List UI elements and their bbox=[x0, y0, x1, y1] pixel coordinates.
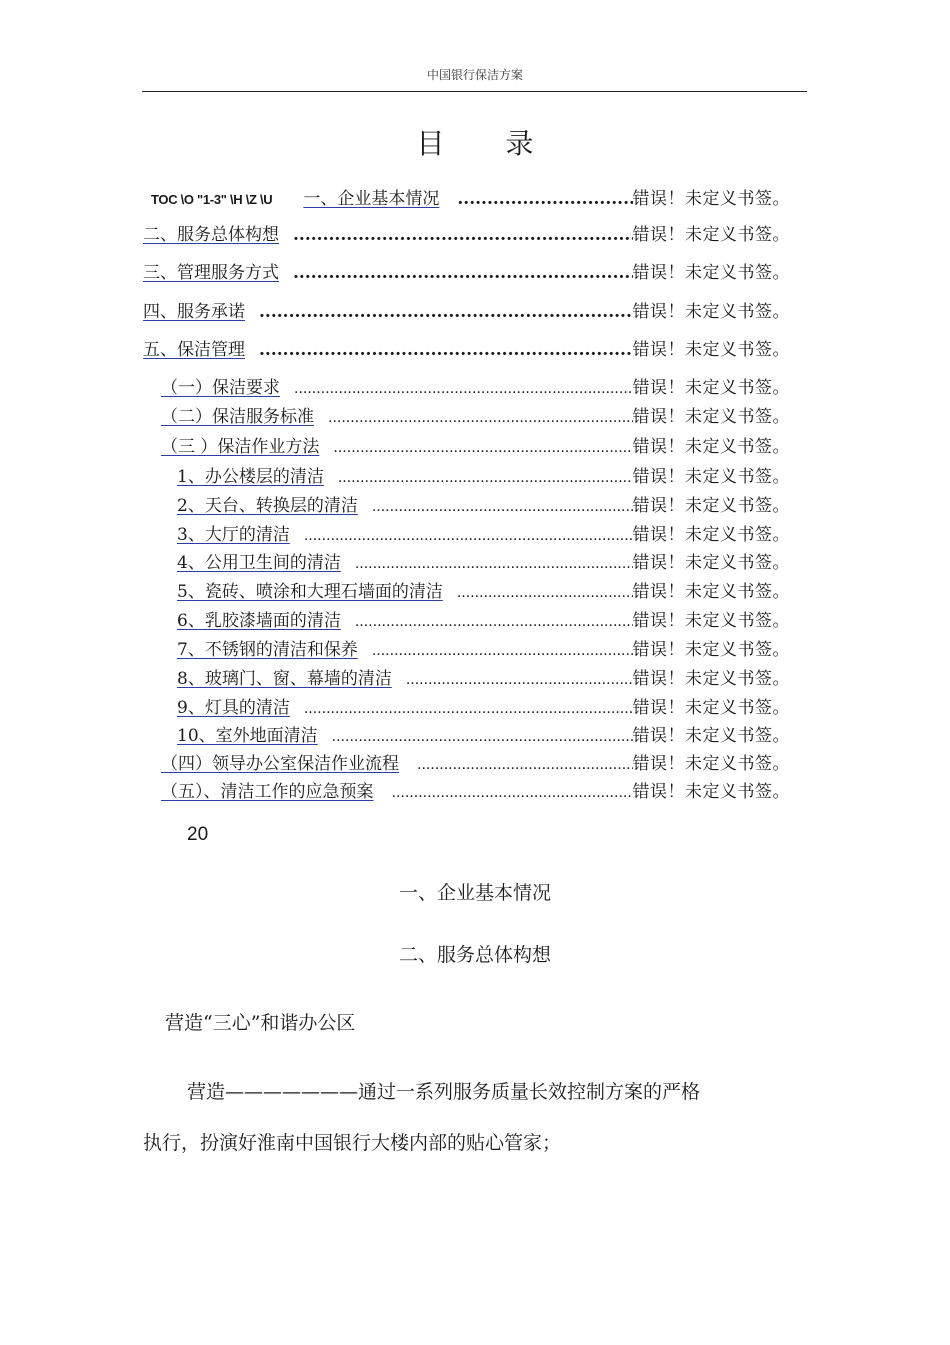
toc-entry-link[interactable]: （五）、清洁工作的应急预案 bbox=[161, 782, 374, 802]
toc-entry-link[interactable]: （一）保洁要求 bbox=[161, 378, 280, 398]
toc-entry[interactable] bbox=[143, 220, 790, 245]
toc-entry[interactable] bbox=[143, 258, 790, 283]
toc-entry-link[interactable]: 五、保洁管理 bbox=[143, 340, 245, 360]
toc-error-text: 错误！未定义书签。 bbox=[632, 754, 790, 774]
toc-dot-leader bbox=[328, 410, 633, 426]
toc-error-text: 错误！未定义书签。 bbox=[632, 525, 790, 545]
toc-entry[interactable] bbox=[177, 577, 790, 602]
toc-error-text: 错误！未定义书签。 bbox=[632, 611, 790, 631]
toc-error-text: 错误！未定义书签。 bbox=[632, 669, 790, 689]
toc-title: 目 录 bbox=[416, 127, 560, 160]
toc-error-text: 错误！未定义书签。 bbox=[632, 302, 790, 322]
toc-entry-link[interactable]: 四、服务承诺 bbox=[143, 302, 245, 322]
toc-dot-leader bbox=[304, 701, 633, 717]
toc-dot-leader bbox=[457, 585, 633, 601]
toc-entry-link[interactable]: 4、公用卫生间的清洁 bbox=[177, 553, 341, 573]
toc-dot-leader bbox=[304, 528, 633, 544]
toc-dot-leader bbox=[294, 381, 633, 397]
toc-entry-link[interactable]: 2、天台、转换层的清洁 bbox=[177, 496, 358, 516]
paragraph-line: 营造———————通过一系列服务质量长效控制方案的严格 bbox=[187, 1081, 701, 1103]
toc-dot-leader bbox=[372, 499, 633, 515]
toc-error-text: 错误！未定义书签。 bbox=[632, 378, 790, 398]
toc-entry[interactable] bbox=[177, 693, 790, 718]
toc-field-code: TOC \O "1-3" \H \Z \U bbox=[151, 192, 273, 207]
section-heading: 一、企业基本情况 bbox=[398, 882, 551, 904]
toc-error-text: 错误！未定义书签。 bbox=[632, 582, 790, 602]
toc-error-text: 错误！未定义书签。 bbox=[632, 263, 790, 283]
toc-entry-link[interactable]: 7、不锈钢的清洁和保养 bbox=[177, 640, 358, 660]
toc-dot-leader bbox=[293, 225, 633, 245]
toc-entry[interactable] bbox=[177, 635, 790, 660]
paragraph-line: 执行，扮演好淮南中国银行大楼内部的贴心管家； bbox=[143, 1132, 562, 1154]
toc-dot-leader bbox=[293, 263, 633, 283]
toc-entry-link[interactable]: 6、乳胶漆墙面的清洁 bbox=[177, 611, 341, 631]
toc-dot-leader bbox=[355, 556, 633, 572]
toc-dot-leader bbox=[457, 189, 632, 209]
toc-dot-leader bbox=[355, 614, 633, 630]
toc-error-text: 错误！未定义书签。 bbox=[632, 496, 790, 516]
toc-dot-leader bbox=[392, 785, 633, 801]
toc-entry[interactable] bbox=[161, 373, 790, 398]
toc-dot-leader bbox=[338, 470, 633, 486]
toc-entry[interactable] bbox=[177, 664, 790, 689]
toc-entry[interactable] bbox=[177, 520, 790, 545]
toc-error-text: 错误！未定义书签。 bbox=[632, 189, 790, 209]
toc-error-text: 错误！未定义书签。 bbox=[632, 640, 790, 660]
toc-dot-leader bbox=[332, 729, 633, 745]
toc-error-text: 错误！未定义书签。 bbox=[632, 437, 790, 457]
toc-entry-link[interactable]: 3、大厅的清洁 bbox=[177, 525, 290, 545]
toc-error-text: 错误！未定义书签。 bbox=[632, 225, 790, 245]
toc-entry-link[interactable]: 一、企业基本情况 bbox=[303, 189, 440, 209]
toc-entry[interactable] bbox=[177, 548, 790, 573]
toc-entry-link[interactable]: 5、瓷砖、喷涂和大理石墙面的清洁 bbox=[177, 582, 443, 602]
toc-entry[interactable] bbox=[161, 402, 790, 427]
toc-dot-leader bbox=[406, 672, 633, 688]
toc-dot-leader bbox=[417, 757, 633, 773]
toc-entry[interactable] bbox=[161, 777, 790, 802]
toc-dot-leader bbox=[259, 302, 633, 322]
toc-dot-leader bbox=[333, 440, 632, 456]
toc-error-text: 错误！未定义书签。 bbox=[632, 726, 790, 746]
page-number: 20 bbox=[187, 824, 209, 845]
toc-entry-link[interactable]: 三、管理服务方式 bbox=[143, 263, 279, 283]
toc-error-text: 错误！未定义书签。 bbox=[632, 553, 790, 573]
header-rule bbox=[142, 91, 807, 92]
subheading: 营造“三心”和谐办公区 bbox=[165, 1012, 356, 1034]
toc-dot-leader bbox=[372, 643, 633, 659]
toc-entry[interactable] bbox=[143, 297, 790, 322]
toc-entry-link[interactable]: 二、服务总体构想 bbox=[143, 225, 279, 245]
toc-error-text: 错误！未定义书签。 bbox=[632, 407, 790, 427]
toc-entry[interactable] bbox=[177, 721, 790, 746]
toc-error-text: 错误！未定义书签。 bbox=[632, 467, 790, 487]
toc-entry[interactable] bbox=[161, 749, 790, 774]
toc-entry-link[interactable]: 9、灯具的清洁 bbox=[177, 698, 290, 718]
toc-entry-link[interactable]: （四）领导办公室保洁作业流程 bbox=[161, 754, 399, 774]
toc-dot-leader bbox=[259, 340, 633, 360]
toc-entry[interactable] bbox=[143, 335, 790, 360]
section-heading: 二、服务总体构想 bbox=[398, 944, 551, 966]
toc-entry-link[interactable]: 1、办公楼层的清洁 bbox=[177, 467, 324, 487]
toc-entry-link[interactable]: （三 ）保洁作业方法 bbox=[161, 437, 320, 457]
toc-entry-link[interactable]: 8、玻璃门、窗、幕墙的清洁 bbox=[177, 669, 392, 689]
toc-entry-link[interactable]: 10、室外地面清洁 bbox=[177, 726, 318, 746]
toc-entry[interactable] bbox=[177, 606, 790, 631]
toc-entry[interactable] bbox=[151, 184, 790, 209]
toc-entry[interactable] bbox=[177, 491, 790, 516]
toc-entry[interactable] bbox=[161, 432, 790, 457]
toc-entry-link[interactable]: （二）保洁服务标准 bbox=[161, 407, 314, 427]
toc-error-text: 错误！未定义书签。 bbox=[632, 782, 790, 802]
toc-error-text: 错误！未定义书签。 bbox=[632, 698, 790, 718]
page-header: 中国银行保洁方案 bbox=[426, 68, 523, 82]
toc-error-text: 错误！未定义书签。 bbox=[632, 340, 790, 360]
toc-entry[interactable] bbox=[177, 462, 790, 487]
